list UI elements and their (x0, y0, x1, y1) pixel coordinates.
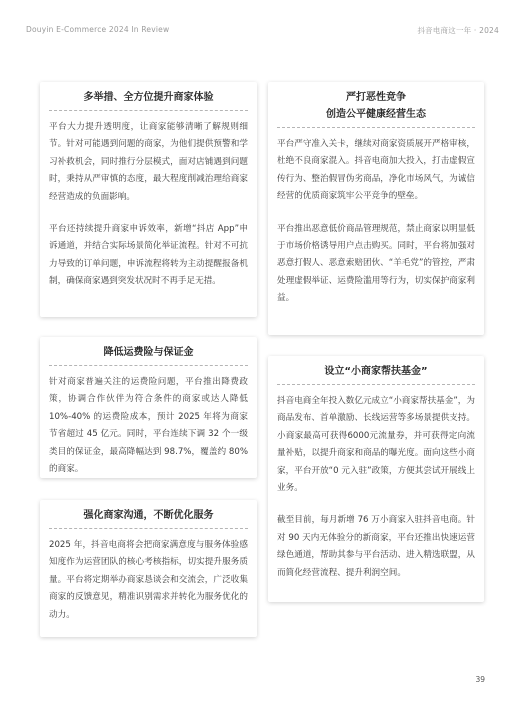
header-left-text: Douyin E-Commerce 2024 In Review (26, 25, 170, 34)
card-shipping-insurance (40, 337, 257, 478)
page-number: 39 (475, 675, 485, 684)
card-paragraph: 平台严守准入关卡，继续对商家资质展开严格审核，杜绝不良商家混入。抖音电商加大投入，打击虚假宣传行为、整治假冒伪劣商品，净化市场风气，为诚信经营的优质商家筑牢公平竞争的壁垒。 (277, 139, 475, 202)
card-title-line1: 严打恶性竞争 (346, 92, 406, 103)
card-small-merchant-fund (268, 356, 484, 602)
card-title (277, 82, 475, 128)
card-body (277, 128, 475, 308)
card-body (49, 366, 248, 478)
card-merchant-experience (40, 82, 257, 317)
card-body (277, 385, 475, 582)
card-body (49, 529, 248, 624)
card-title: 强化商家沟通，不断优化服务 (49, 500, 248, 529)
card-title: 设立“小商家帮扶基金” (277, 356, 475, 385)
card-title: 多举措、全方位提升商家体验 (49, 82, 248, 111)
card-title-line2: 创造公平健康经营生态 (326, 109, 426, 120)
card-paragraph: 平台推出恶意低价商品管理规范，禁止商家以明显低于市场价格诱导用户点击购买。同时，平台将加强对恶意打假人、恶意索赔团伙、“羊毛党”的管控，严肃处理虚假举证、运费险滥用等行为，切实保护商家利益。 (277, 223, 475, 304)
card-paragraph: 2025 年，抖音电商将会把商家满意度与服务体验感知度作为运营团队的核心考核指标，切实提升服务质量。平台将定期举办商家恳谈会和交流会，广泛收集商家的反馈意见，精准识别需求并转化为服务优化的动力。 (49, 540, 248, 620)
card-title: 降低运费险与保证金 (49, 337, 248, 366)
card-paragraph: 针对商家普遍关注的运费险问题，平台推出降费政策，协调合作伙伴为符合条件的商家或达人降低 10%-40% 的运费险成本，预计 2025 年将为商家节省超过 45 亿元。同时，平台连续下调 32 个一级类目的保证金，最高降幅达到 98.7%，覆盖约 80% 的商家。 (49, 377, 248, 475)
card-fair-competition (268, 82, 484, 335)
card-paragraph: 抖音电商全年投入数亿元成立“小商家帮扶基金”，为商品发布、首单激励、长线运营等多场景提供支持。小商家最高可获得6000元流量券，并可获得定向流量补贴，以提升商家和商品的曝光度。面向这些小商家，平台开放“0 元入驻”政策，方便其尝试开展线上业务。 (277, 396, 475, 494)
card-paragraph: 平台还持续提升商家申诉效率，新增“抖店 App”申诉通道，并结合实际场景简化举证流程。针对不可抗力导致的订单问题，申诉流程将转为主动提醒报备机制，确保商家遇到突发状况时不再手足无措。 (49, 224, 248, 287)
card-paragraph: 平台大力提升透明度，让商家能够清晰了解规则细节。针对可能遇到问题的商家，为他们提供预警和学习补救机会，同时推行分层模式，面对店铺遇到问题时，秉持从严审慎的态度，最大程度削减治理给商家经营造成的负面影响。 (49, 122, 248, 202)
card-paragraph: 截至目前，每月新增 76 万小商家入驻抖音电商。针对 90 天内无体验分的新商家，平台还推出快速运营绿色通道，帮助其参与平台活动、进入精选联盟，从而简化经营流程、提升利润空间。 (277, 515, 475, 578)
header-right-text: 抖音电商这一年 · 2024 (417, 26, 499, 35)
card-merchant-communication (40, 500, 257, 637)
card-body (49, 111, 248, 291)
